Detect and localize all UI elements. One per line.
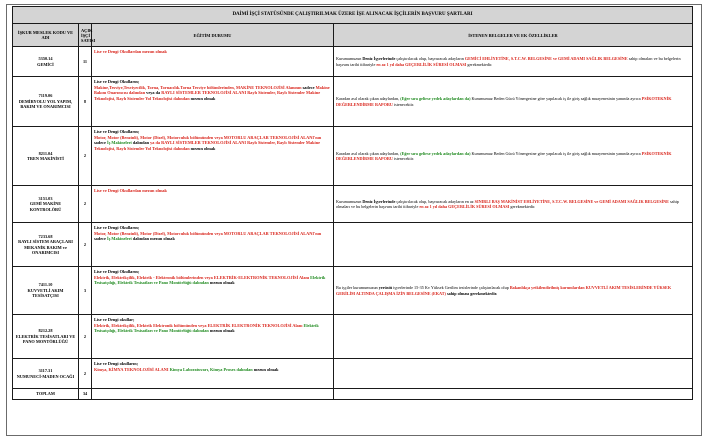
table-row — [13, 359, 693, 389]
education-requirement-segment: Elektrik, Elektrikçilik, Elektrik Elektronik bölümünden veya ELEKTRİK ELEKTRONİK TEKNOLOJİSİ Alanı — [94, 322, 303, 328]
required-documents-segment: Karadan asıl olarak çıkan adaylardan, — [336, 96, 401, 102]
total-empty-req — [334, 389, 693, 400]
education-requirement-segment: mezun olmak — [252, 366, 279, 372]
education-requirement-segment: mezun olmak — [208, 328, 235, 334]
education-requirement-segment: sadece — [302, 84, 316, 90]
table-row — [13, 47, 693, 77]
required-documents — [334, 186, 693, 223]
education-requirement-segment: mezun olmak — [189, 145, 216, 151]
required-documents-segment: Kurumumuzun — [336, 56, 363, 62]
required-documents-segment: GEMİCİ EHLİYETİNE, S.T.C.W. BELGESİNE ve GEMİ ADAMI SAĞLIK BELGESİNE — [464, 56, 628, 62]
open-position-count: 8 — [79, 77, 92, 127]
education-requirement-segment: Motor, Motor (Benzinli), Motor (Dizel), Motorculuk bölümünden veya MOTORLU ARAÇLAR TEKNOLOJİSİ ALANI'nın — [94, 134, 322, 140]
required-documents-segment: yerüstü — [378, 285, 393, 291]
required-documents-segment: sahip olmaları ve bu belgelerin başvuru tarihi itibariyle — [336, 198, 679, 209]
occupation-cell — [13, 359, 79, 389]
required-documents — [334, 359, 693, 389]
education-requirement — [92, 127, 334, 186]
header-count: AÇIK İŞÇİ SAYISI — [79, 24, 92, 47]
required-documents-segment: Kurumumuz Beden Gücü Yönergesine göre yapılacak iş ile giriş sağlık muayenesinin yanında ayrıca — [470, 96, 642, 102]
required-documents-segment: sahip olmaları ve bu belgelerin başvuru tarihi itibariyle — [336, 56, 681, 67]
required-documents-segment: çalıştırılacak olup, başvuracak adayların — [395, 56, 465, 62]
table-row — [13, 223, 693, 267]
education-requirement-segment: Makine,Tesviye,Tesviyecilik, Torna, Tornacılık.Torna Tesviye bölümlerinden, MAKİNE TEKNOLOJİSİ Alanının — [94, 84, 303, 90]
required-documents-segment: çalıştırılacak olup, başvuracak adayların en az — [395, 198, 475, 204]
education-requirement-segment: Kimya, KİMYA TEKNOLOJİSİ ALANI — [94, 366, 169, 372]
required-documents-segment: gerekmektedir. — [509, 204, 536, 209]
table-row — [13, 77, 693, 127]
header-education: EĞİTİM DURUMU — [92, 24, 334, 47]
table-row — [13, 127, 693, 186]
required-documents — [334, 315, 693, 359]
occupation-code: 5350.14 — [38, 56, 53, 62]
required-documents-segment: (Eğer sıra gelirse yedek adaylardan da) — [400, 96, 471, 102]
occupation-code: 8211.04 — [38, 150, 53, 156]
required-documents — [334, 77, 693, 127]
occupation-code: 3151.03 — [38, 195, 53, 201]
occupation-code: 3117.31 — [38, 368, 53, 374]
required-documents-segment: işyerlerinde 15-35 Kv Yüksek Gerilim tesislerinde çalıştırılacak olup — [392, 285, 510, 291]
occupation-name: RAYLI SİSTEM ARAÇLARI MEKANİK BAKIM ve ONARIMCISI — [18, 239, 73, 255]
education-requirement — [92, 47, 334, 77]
required-documents-segment: en az 1 yıl daha GEÇERLİLİK SÜRESİ OLMASI — [376, 61, 467, 67]
required-documents-segment: istenecektir. — [392, 101, 415, 107]
occupation-name: GEMİ MAKİNE KONTROLÖRÜ — [29, 201, 62, 212]
required-documents-segment: en az 1 yıl daha GEÇERLİLİK SÜRESİ OLMASI — [419, 204, 510, 209]
education-requirement-segment: Kimya Laboratuvarı, Kimya Proses dalından — [168, 366, 253, 372]
education-requirement-segment: Elektrik, Elektrikçilik, Elektrik - Elektronik bölümlerinden veya ELEKTRİK-ELEKTRONİK TEKNOLOJİSİ Alanı — [94, 274, 310, 280]
education-requirement-segment: mezun olmak — [189, 95, 216, 101]
total-empty-edu — [92, 389, 334, 400]
occupation-code: 7411.10 — [38, 282, 53, 288]
header-requirements: İSTENEN BELGELER VE EK ÖZELLİKLER — [334, 24, 693, 47]
occupation-code: 8212.28 — [38, 328, 53, 334]
required-documents-segment: Bu işçiler kurumumuzun — [336, 285, 379, 291]
table-body — [13, 47, 693, 389]
open-position-count: 2 — [79, 127, 92, 186]
open-position-count: 11 — [79, 47, 92, 77]
education-requirement-segment: dalından — [131, 140, 151, 146]
required-documents-segment: (Eğer sıra gelirse yedek adaylardan da) — [400, 150, 471, 156]
occupation-name: NUMUNECİ-MADEN OCAĞI — [16, 373, 75, 379]
required-documents-segment: SINIRLI BAŞ MAKİNİST EHLİYETİNE, S.T.C.W. BELGESİNE ve GEMİ ADAMI SAĞLIK BELGESİNE — [474, 198, 669, 204]
occupation-cell — [13, 267, 79, 315]
required-documents — [334, 223, 693, 267]
required-documents — [334, 47, 693, 77]
education-requirement-segment: İş Makineleri — [107, 140, 132, 146]
total-row — [13, 389, 693, 400]
education-requirement-segment: mezun olmak — [208, 280, 235, 286]
occupation-code: 7233.68 — [38, 233, 53, 239]
occupation-name: TREN MAKİNİSTİ — [27, 156, 64, 161]
education-requirement-segment: Lise ve Dengi Okullardan mezun olmak — [94, 188, 167, 193]
education-requirement-segment: İş Makineleri — [107, 236, 132, 242]
table-row — [13, 315, 693, 359]
education-requirement-segment: Lise ve Dengi Okullardan mezun olmak — [94, 49, 167, 54]
education-requirement-segment: Elektrik Tesisatçılığı, Elektrik Tesisatları ve Pano Montörlüğü dalından — [94, 274, 326, 286]
open-position-count: 2 — [79, 359, 92, 389]
education-requirement-segment: RAYLI SİSTEMLER TEKNOLOJİSİ ALANI Raylı Sistemler, Raylı Sistemler Makine Teknolojisi, Raylı Sistemler Yol Teknolojisi dalından — [94, 90, 321, 101]
required-documents-segment: Karadan asıl olarak çıkan adaylardan, — [336, 150, 401, 156]
required-documents-segment: Kurumumuz Beden Gücü Yönergesine göre yapılacak iş ile giriş sağlık muayenesinin yanında ayrıca — [470, 150, 642, 156]
education-requirement-segment: Lise ve Dengi Okulların; — [94, 129, 140, 134]
occupation-cell — [13, 127, 79, 186]
required-documents-segment: Bakanlıkça yetkilendirilmiş kurumlardan KUVVETLİ AKIM TESİSLERİNDE YÜKSEK GERİLİM ALTINDA ÇALIŞMA İZİN BELGESİNE (EKAT) — [336, 285, 672, 296]
required-documents — [334, 267, 693, 315]
education-requirement-segment: ya da RAYLI SİSTEMLER TEKNOLOJİSİ ALANI Raylı Sistemler, Raylı Sistemler Makine Teknolojisi, Raylı Sistemler Yol Teknolojisi dalından — [94, 140, 321, 151]
total-value: 34 — [79, 389, 92, 400]
required-documents-segment: PSİKOTEKNİK DEĞERLENDİRME RAPORU — [336, 96, 672, 107]
occupation-cell — [13, 223, 79, 267]
education-requirement-segment: sadece — [94, 236, 108, 242]
education-requirement-segment: Lise ve Dengi okullar; — [94, 317, 135, 322]
education-requirement — [92, 77, 334, 127]
education-requirement — [92, 315, 334, 359]
open-position-count: 2 — [79, 223, 92, 267]
occupation-cell — [13, 47, 79, 77]
education-requirement — [92, 223, 334, 267]
occupation-cell — [13, 315, 79, 359]
education-requirement-segment: Lise ve Dengi Okulların; — [94, 225, 140, 230]
occupation-name: GEMİCİ — [37, 61, 54, 67]
required-documents-segment: sahip olması gerekmektedir. — [445, 290, 498, 296]
occupation-cell — [13, 77, 79, 127]
education-requirement-segment: Lise ve Dengi Okulların; — [94, 79, 140, 84]
education-requirement-segment: Elektrik Tesisatçılığı, Elektrik Tesisatları ve Pano Montörlüğü dalından — [94, 322, 319, 334]
table-row — [13, 267, 693, 315]
education-requirement — [92, 267, 334, 315]
education-requirement-segment: Lise ve Dengi okulların; — [94, 361, 139, 366]
required-documents-segment: Deniz İşyerlerinde — [362, 56, 396, 62]
required-documents — [334, 127, 693, 186]
table-title: DAİMİ İŞÇİ STATÜSÜNDE ÇALIŞTIRILMAK ÜZERE İŞE ALINACAK İŞÇİLERİN BAŞVURU ŞARTLARI — [13, 7, 693, 24]
application-requirements-table — [12, 6, 693, 400]
open-position-count: 2 — [79, 315, 92, 359]
required-documents-segment: istenecektir. — [392, 156, 415, 161]
occupation-code: 7119.06 — [38, 93, 53, 99]
education-requirement-segment: veya da — [145, 90, 162, 96]
education-requirement-segment: dalından mezun olmak — [131, 236, 175, 242]
education-requirement — [92, 359, 334, 389]
occupation-name: KUVVETLİ AKIM TESİSATÇISI — [27, 287, 64, 299]
education-requirement-segment: Motor, Motor (Benzinli), Motor (Dizel), Motorculuk bölümünden veya MOTORLU ARAÇLAR TEKNOLOJİSİ ALANI'nın — [94, 230, 322, 236]
occupation-name: ELEKTRİK TESİSATLARI VE PANO MONTÖRLÜĞÜ — [15, 333, 76, 345]
open-position-count: 2 — [79, 186, 92, 223]
required-documents-segment: PSİKOTEKNİK DEĞERLENDİRME RAPORU — [336, 150, 672, 161]
table-row — [13, 186, 693, 223]
education-requirement — [92, 186, 334, 223]
required-documents-segment: Deniz İşyerlerinde — [362, 198, 396, 204]
required-documents-segment: Kurumumuzun — [336, 198, 363, 204]
education-requirement-segment: sadece — [94, 140, 108, 146]
occupation-name: DEMİRYOLU YOL YAPIM, BAKIM VE ONARIMCISI — [18, 98, 73, 110]
occupation-cell — [13, 186, 79, 223]
education-requirement-segment: Lise ve Dengi Okulların; — [94, 269, 140, 274]
required-documents-segment: gerekmektedir. — [466, 61, 493, 67]
total-label: TOPLAM — [13, 389, 79, 400]
education-requirement-segment: Makine Bakım Onarımcısı dalından — [94, 84, 330, 96]
header-code: İŞKUR MESLEK KODU VE ADI — [13, 24, 79, 47]
open-position-count: 3 — [79, 267, 92, 315]
